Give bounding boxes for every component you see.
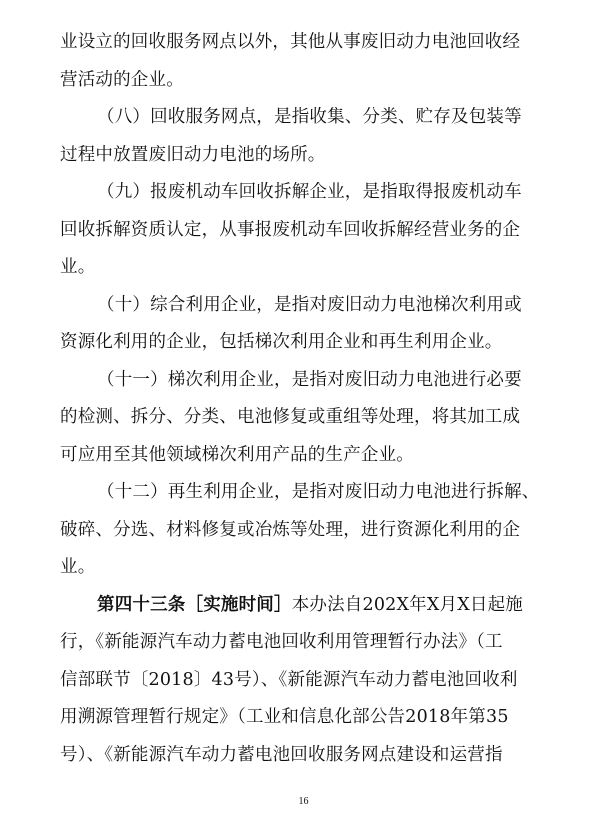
paragraph-line: 可应用至其他领域梯次利用产品的生产企业。	[60, 444, 414, 465]
paragraph-line: （十一）梯次利用企业，是指对废旧动力电池进行必要	[97, 369, 522, 390]
paragraph-line: （十）综合利用企业，是指对废旧动力电池梯次利用或	[97, 294, 522, 315]
paragraph-line: （八）回收服务网点，是指收集、分类、贮存及包装等	[97, 107, 522, 127]
article-text: 本办法自202X年X月X日起施	[291, 594, 523, 615]
paragraph-line: 业设立的回收服务网点以外，其他从事废旧动力电池回收经	[60, 32, 521, 52]
paragraph-line: 业。	[60, 257, 96, 277]
paragraph-line: 资源化利用的企业，包括梯次利用企业和再生利用企业。	[60, 332, 503, 352]
article-line: 信部联节〔2018〕43号）、《新能源汽车动力蓄电池回收利	[60, 669, 518, 690]
paragraph-line: （九）报废机动车回收拆解企业，是指取得报废机动车	[97, 182, 522, 202]
paragraph-line: 回收拆解资质认定，从事报废机动车回收拆解经营业务的企	[60, 219, 521, 240]
paragraph-line: 破碎、分选、材料修复或冶炼等处理，进行资源化利用的企	[60, 519, 521, 540]
paragraph-line: （十二）再生利用企业，是指对废旧动力电池进行拆解、	[97, 482, 540, 502]
paragraph-line: 营活动的企业。	[60, 69, 184, 90]
paragraph-line: 过程中放置废旧动力电池的场所。	[60, 144, 326, 165]
article-heading: 第四十三条［实施时间］	[97, 594, 292, 615]
paragraph-line: 的检测、拆分、分类、电池修复或重组等处理，将其加工成	[60, 407, 521, 427]
paragraph-line: 业。	[60, 557, 96, 577]
article-first-line	[60, 587, 547, 625]
article-line: 行，《新能源汽车动力蓄电池回收利用管理暂行办法》（工	[60, 632, 503, 652]
article-line: 号）、《新能源汽车动力蓄电池回收服务网点建设和运营指	[60, 744, 503, 765]
article-line: 用溯源管理暂行规定》（工业和信息化部公告2018年第35	[60, 707, 509, 727]
document-body	[60, 24, 547, 774]
page-number: 16	[298, 796, 309, 807]
